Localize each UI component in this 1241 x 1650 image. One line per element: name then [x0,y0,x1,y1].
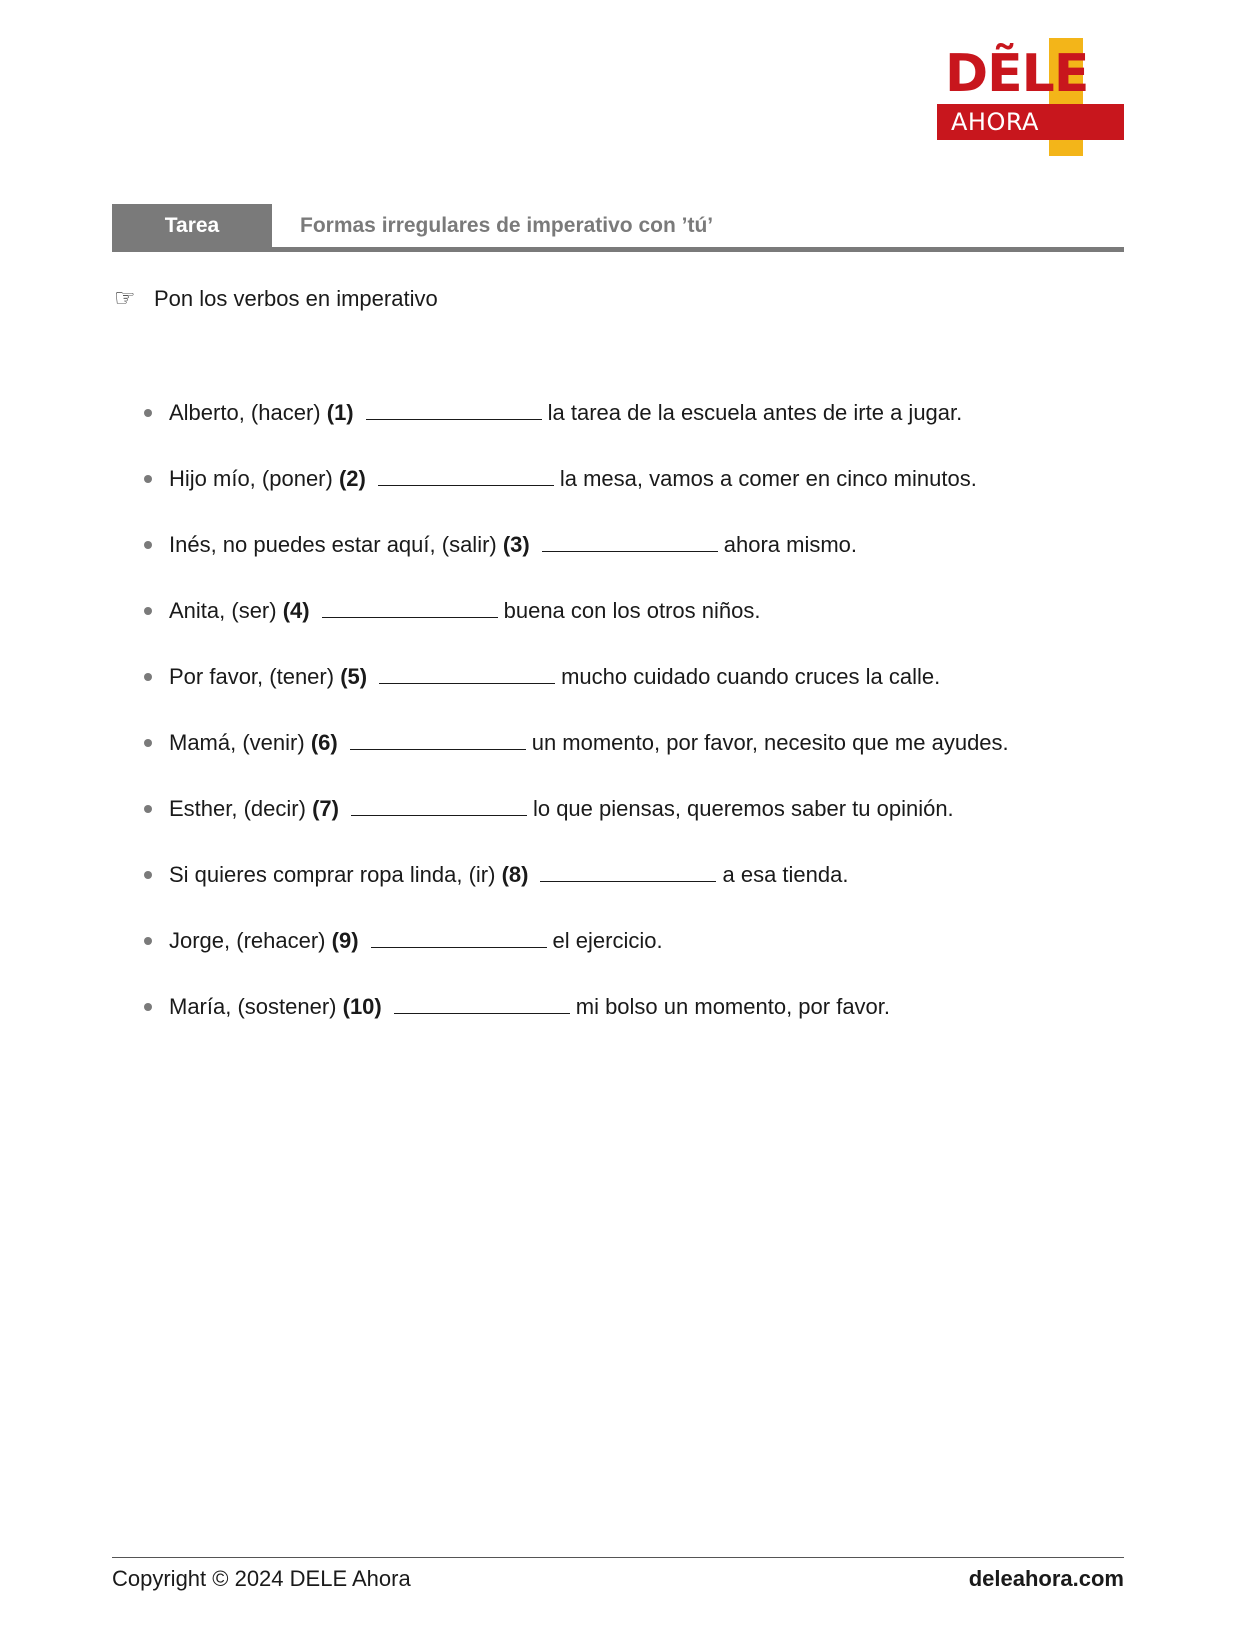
exercise-prompt: Hijo mío, (poner) [169,466,333,491]
exercise-continuation: el ejercicio. [552,928,663,953]
exercise-continuation: la mesa, vamos a comer en cinco minutos. [559,466,977,491]
exercise-continuation: a esa tienda. [722,862,849,887]
exercise-line [169,462,977,496]
exercise-item-2 [144,462,1124,528]
logo-dele-word: DẼLE [945,44,1089,104]
exercise-continuation: lo que piensas, queremos saber tu opinión. [532,796,954,821]
exercise-line [169,660,940,694]
bullet-icon [144,541,152,549]
exercise-continuation: un momento, por favor, necesito que me ayudes. [531,730,1009,755]
instruction-text: Pon los verbos en imperativo [154,286,438,311]
exercise-list [144,396,1124,1056]
exercise-number: (7) [312,796,339,821]
exercise-continuation: ahora mismo. [723,532,858,557]
exercise-item-7 [144,792,1124,858]
footer-copyright: Copyright © 2024 DELE Ahora [112,1566,411,1591]
exercise-prompt: María, (sostener) [169,994,337,1019]
bullet-icon [144,1003,152,1011]
answer-blank-9[interactable] [371,925,547,948]
exercise-number: (3) [502,532,530,557]
footer-site-link[interactable]: deleahora.com [968,1566,1124,1591]
exercise-line [169,726,1009,760]
pointing-hand-icon: ☞ [114,285,136,312]
exercise-line [169,858,848,892]
exercise-prompt: Inés, no puedes estar aquí, (salir) [169,532,497,557]
answer-blank-1[interactable] [366,397,542,420]
exercise-number: (8) [501,862,529,887]
exercise-prompt: Mamá, (venir) [169,730,305,755]
task-title: Formas irregulares de imperativo con ’tú’ [300,214,714,237]
exercise-continuation: la tarea de la escuela antes de irte a jugar. [547,400,963,425]
exercise-item-9 [144,924,1124,990]
exercise-line [169,396,962,430]
exercise-continuation: buena con los otros niños. [503,598,761,623]
exercise-continuation: mi bolso un momento, por favor. [575,994,891,1019]
bullet-icon [144,409,152,417]
answer-blank-5[interactable] [379,661,555,684]
exercise-prompt: Alberto, (hacer) [169,400,321,425]
exercise-item-6 [144,726,1124,792]
exercise-line [169,924,663,958]
bullet-icon [144,937,152,945]
dele-ahora-logo [937,38,1124,156]
exercise-line [169,792,954,826]
exercise-prompt: Por favor, (tener) [169,664,335,689]
exercise-number: (5) [340,664,368,689]
answer-blank-2[interactable] [378,463,554,486]
exercise-item-10 [144,990,1124,1056]
answer-blank-7[interactable] [351,793,527,816]
answer-blank-4[interactable] [322,595,498,618]
task-header [112,204,1124,252]
exercise-number: (6) [310,730,338,755]
exercise-number: (10) [342,994,382,1019]
exercise-prompt: Anita, (ser) [169,598,277,623]
exercise-number: (1) [326,400,354,425]
exercise-item-5 [144,660,1124,726]
exercise-line [169,528,857,562]
exercise-prompt: Si quieres comprar ropa linda, (ir) [169,862,496,887]
answer-blank-3[interactable] [542,529,718,552]
exercise-continuation: mucho cuidado cuando cruces la calle. [561,664,941,689]
answer-blank-8[interactable] [540,859,716,882]
answer-blank-10[interactable] [394,991,570,1014]
exercise-item-8 [144,858,1124,924]
exercise-number: (9) [331,928,359,953]
bullet-icon [144,673,152,681]
exercise-prompt: Esther, (decir) [169,796,306,821]
bullet-icon [144,607,152,615]
bullet-icon [144,739,152,747]
bullet-icon [144,871,152,879]
bullet-icon [144,805,152,813]
instruction [114,282,438,316]
exercise-number: (2) [338,466,366,491]
exercise-item-3 [144,528,1124,594]
answer-blank-6[interactable] [350,727,526,750]
task-header-rule [112,247,1124,252]
bullet-icon [144,475,152,483]
exercise-prompt: Jorge, (rehacer) [169,928,326,953]
exercise-line [169,990,890,1024]
exercise-number: (4) [282,598,310,623]
task-label: Tarea [112,204,272,252]
exercise-item-4 [144,594,1124,660]
footer-rule [112,1557,1124,1558]
logo-ahora-word: AHORA [951,108,1039,136]
exercise-item-1 [144,396,1124,462]
exercise-line [169,594,760,628]
